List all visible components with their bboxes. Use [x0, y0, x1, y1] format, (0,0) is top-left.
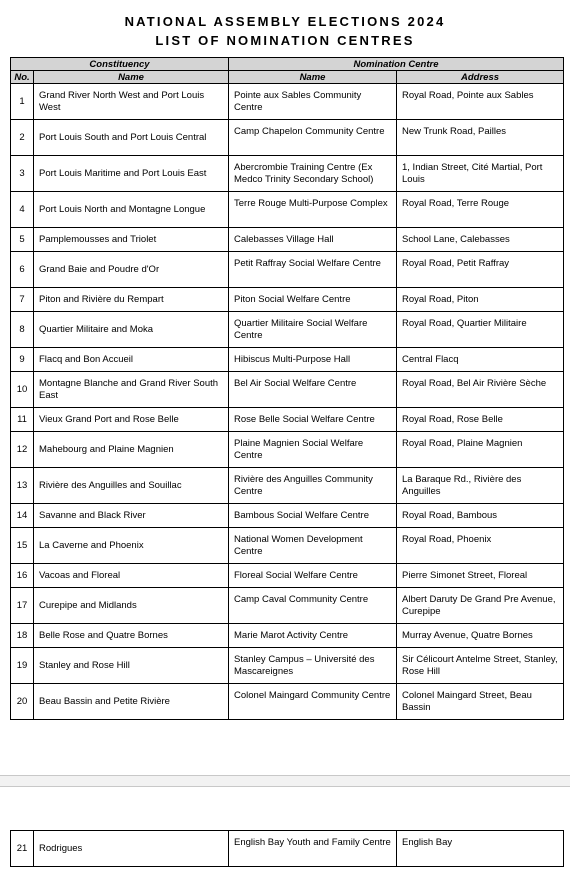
table-row — [11, 468, 564, 504]
page-break-gap — [0, 776, 570, 786]
nomination-centre-address: La Baraque Rd., Rivière des Anguilles — [397, 468, 564, 504]
constituency-name: Pamplemousses and Triolet — [34, 228, 229, 252]
row-number: 19 — [11, 648, 34, 684]
constituency-name: Montagne Blanche and Grand River South East — [34, 372, 229, 408]
row-number: 21 — [11, 831, 34, 867]
table-row — [11, 228, 564, 252]
row-number: 7 — [11, 288, 34, 312]
constituency-name: Piton and Rivière du Rempart — [34, 288, 229, 312]
nomination-centre-name: Floreal Social Welfare Centre — [229, 564, 397, 588]
constituency-group-header: Constituency — [11, 58, 229, 71]
constituency-name: Vieux Grand Port and Rose Belle — [34, 408, 229, 432]
table-row — [11, 408, 564, 432]
nomination-centre-name: Petit Raffray Social Welfare Centre — [229, 252, 397, 288]
constituency-name: Port Louis South and Port Louis Central — [34, 120, 229, 156]
table-row — [11, 312, 564, 348]
table-row — [11, 504, 564, 528]
row-number: 6 — [11, 252, 34, 288]
nomination-centre-address: New Trunk Road, Pailles — [397, 120, 564, 156]
row-number: 14 — [11, 504, 34, 528]
nomination-centre-name: Marie Marot Activity Centre — [229, 624, 397, 648]
document-subtitle: LIST OF NOMINATION CENTRES — [155, 33, 415, 48]
constituency-name: Grand Baie and Poudre d'Or — [34, 252, 229, 288]
table-row — [11, 831, 564, 867]
nomination-centre-name: Calebasses Village Hall — [229, 228, 397, 252]
table-row — [11, 624, 564, 648]
table-row — [11, 84, 564, 120]
nomination-centre-address: Royal Road, Quartier Militaire — [397, 312, 564, 348]
nomination-centres-table-continued — [10, 830, 564, 867]
constituency-name: Port Louis North and Montagne Longue — [34, 192, 229, 228]
constituency-name: La Caverne and Phoenix — [34, 528, 229, 564]
nomination-centre-name: Quartier Militaire Social Welfare Centre — [229, 312, 397, 348]
constituency-name: Rodrigues — [34, 831, 229, 867]
nomination-centre-address: Pierre Simonet Street, Floreal — [397, 564, 564, 588]
nomination-centre-name: National Women Development Centre — [229, 528, 397, 564]
nomination-centre-address: Royal Road, Terre Rouge — [397, 192, 564, 228]
table-row — [11, 648, 564, 684]
nomination-centre-name: Rose Belle Social Welfare Centre — [229, 408, 397, 432]
row-number: 5 — [11, 228, 34, 252]
nomination-centres-table — [10, 57, 564, 720]
row-number: 18 — [11, 624, 34, 648]
row-number: 15 — [11, 528, 34, 564]
nomination-centre-group-header: Nomination Centre — [229, 58, 564, 71]
table-row — [11, 588, 564, 624]
nomination-centre-name: Hibiscus Multi-Purpose Hall — [229, 348, 397, 372]
table-row — [11, 432, 564, 468]
table-row — [11, 684, 564, 720]
nomination-centre-address: Royal Road, Petit Raffray — [397, 252, 564, 288]
constituency-name: Belle Rose and Quatre Bornes — [34, 624, 229, 648]
nomination-centre-address: Sir Célicourt Antelme Street, Stanley, Rose Hill — [397, 648, 564, 684]
nomination-centre-address: Royal Road, Pointe aux Sables — [397, 84, 564, 120]
row-number: 12 — [11, 432, 34, 468]
nomination-centre-name: Plaine Magnien Social Welfare Centre — [229, 432, 397, 468]
table-row — [11, 564, 564, 588]
nomination-centre-name: Piton Social Welfare Centre — [229, 288, 397, 312]
nomination-centre-name: English Bay Youth and Family Centre — [229, 831, 397, 867]
table-row — [11, 528, 564, 564]
row-number: 10 — [11, 372, 34, 408]
row-number: 16 — [11, 564, 34, 588]
table-row — [11, 372, 564, 408]
table-row — [11, 120, 564, 156]
table-row — [11, 348, 564, 372]
nomination-centre-address: Central Flacq — [397, 348, 564, 372]
constituency-name: Stanley and Rose Hill — [34, 648, 229, 684]
row-number: 2 — [11, 120, 34, 156]
address-column-header: Address — [397, 71, 564, 84]
nomination-centre-address: Royal Road, Phoenix — [397, 528, 564, 564]
nomination-centre-name: Bel Air Social Welfare Centre — [229, 372, 397, 408]
table-row — [11, 252, 564, 288]
number-column-header: No. — [11, 71, 34, 84]
row-number: 4 — [11, 192, 34, 228]
nomination-centre-name: Stanley Campus – Université des Mascareignes — [229, 648, 397, 684]
row-number: 8 — [11, 312, 34, 348]
constituency-name: Savanne and Black River — [34, 504, 229, 528]
row-number: 11 — [11, 408, 34, 432]
nomination-centre-name: Bambous Social Welfare Centre — [229, 504, 397, 528]
row-number: 13 — [11, 468, 34, 504]
row-number: 20 — [11, 684, 34, 720]
constituency-name: Rivière des Anguilles and Souillac — [34, 468, 229, 504]
nomination-centre-address: School Lane, Calebasses — [397, 228, 564, 252]
constituency-name: Grand River North West and Port Louis West — [34, 84, 229, 120]
nomination-centre-name: Abercrombie Training Centre (Ex Medco Trinity Secondary School) — [229, 156, 397, 192]
nomination-centre-address: 1, Indian Street, Cité Martial, Port Louis — [397, 156, 564, 192]
row-number: 9 — [11, 348, 34, 372]
table-group-header-row — [11, 58, 564, 71]
nomination-centre-address: Colonel Maingard Street, Beau Bassin — [397, 684, 564, 720]
table-row — [11, 156, 564, 192]
constituency-name: Port Louis Maritime and Port Louis East — [34, 156, 229, 192]
constituency-name-column-header: Name — [34, 71, 229, 84]
nomination-centre-address: Albert Daruty De Grand Pre Avenue, Curepipe — [397, 588, 564, 624]
constituency-name: Beau Bassin and Petite Rivière — [34, 684, 229, 720]
nomination-centre-name: Colonel Maingard Community Centre — [229, 684, 397, 720]
nomination-centre-name: Rivière des Anguilles Community Centre — [229, 468, 397, 504]
row-number: 1 — [11, 84, 34, 120]
constituency-name: Curepipe and Midlands — [34, 588, 229, 624]
nomination-centre-address: Royal Road, Rose Belle — [397, 408, 564, 432]
constituency-name: Mahebourg and Plaine Magnien — [34, 432, 229, 468]
page-break-line-bottom — [0, 786, 570, 787]
constituency-name: Vacoas and Floreal — [34, 564, 229, 588]
nomination-centre-name: Pointe aux Sables Community Centre — [229, 84, 397, 120]
nomination-centre-address: English Bay — [397, 831, 564, 867]
constituency-name: Flacq and Bon Accueil — [34, 348, 229, 372]
nomination-centre-name: Camp Chapelon Community Centre — [229, 120, 397, 156]
centre-name-column-header: Name — [229, 71, 397, 84]
nomination-centre-address: Murray Avenue, Quatre Bornes — [397, 624, 564, 648]
row-number: 3 — [11, 156, 34, 192]
table-row — [11, 192, 564, 228]
nomination-centre-name: Terre Rouge Multi-Purpose Complex — [229, 192, 397, 228]
nomination-centre-address: Royal Road, Bel Air Rivière Sèche — [397, 372, 564, 408]
row-number: 17 — [11, 588, 34, 624]
nomination-centre-name: Camp Caval Community Centre — [229, 588, 397, 624]
document-title: NATIONAL ASSEMBLY ELECTIONS 2024 — [124, 14, 446, 29]
table-column-header-row — [11, 71, 564, 84]
nomination-centre-address: Royal Road, Plaine Magnien — [397, 432, 564, 468]
nomination-centre-address: Royal Road, Bambous — [397, 504, 564, 528]
constituency-name: Quartier Militaire and Moka — [34, 312, 229, 348]
nomination-centre-address: Royal Road, Piton — [397, 288, 564, 312]
table-row — [11, 288, 564, 312]
